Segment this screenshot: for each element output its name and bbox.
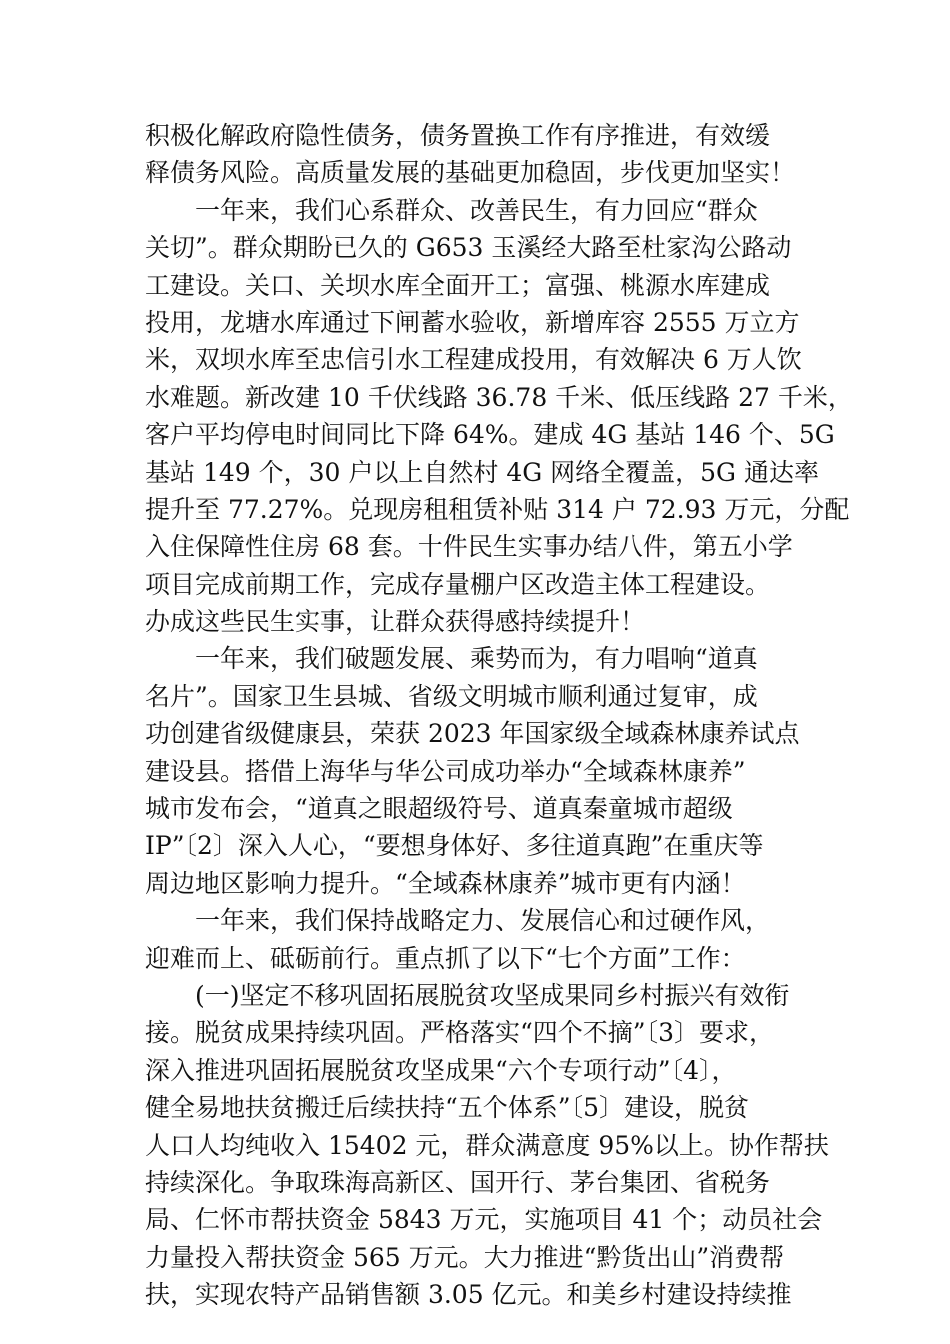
- paragraph-start-line: 一年来，我们心系群众、改善民生，有力回应“群众: [195, 195, 758, 225]
- text-line: IP”〔2〕深入人心，“要想身体好、多往道真跑”在重庆等: [145, 831, 764, 861]
- text-line: 工建设。关口、关坝水库全面开工；富强、桃源水库建成: [145, 270, 771, 300]
- text-line: 办成这些民生实事，让群众获得感持续提升！: [145, 607, 646, 637]
- text-line: 持续深化。争取珠海高新区、国开行、茅台集团、省税务: [145, 1167, 771, 1197]
- text-line: 迎难而上、砥砺前行。重点抓了以下“七个方面”工作：: [145, 943, 746, 973]
- text-line: 释债务风险。高质量发展的基础更加稳固，步伐更加坚实！: [145, 158, 796, 188]
- paragraph-start-line: (一)坚定不移巩固拓展脱贫攻坚成果同乡村振兴有效衔: [195, 980, 790, 1010]
- text-line: 扶，实现农特产品销售额 3.05 亿元。和美乡村建设持续推: [145, 1280, 792, 1310]
- text-line: 项目完成前期工作，完成存量棚户区改造主体工程建设。: [145, 569, 771, 599]
- text-line: 深入推进巩固拓展脱贫攻坚成果“六个专项行动”〔4〕，: [145, 1055, 737, 1085]
- body-text: [145, 117, 853, 1314]
- text-line: 入住保障性住房 68 套。十件民生实事办结八件，第五小学: [145, 532, 793, 562]
- text-line: 城市发布会，“道真之眼超级符号、道真秦童城市超级: [145, 794, 733, 824]
- text-line: 局、仁怀市帮扶资金 5843 万元，实施项目 41 个；动员社会: [145, 1205, 823, 1235]
- text-line: 功创建省级健康县，荣获 2023 年国家级全域森林康养试点: [145, 719, 800, 749]
- text-line: 米，双坝水库至忠信引水工程建成投用，有效解决 6 万人饮: [145, 345, 802, 375]
- text-line: 周边地区影响力提升。“全域森林康养”城市更有内涵！: [145, 868, 746, 898]
- paragraph-start-line: 一年来，我们破题发展、乘势而为，有力唱响“道真: [195, 644, 758, 674]
- text-line: 提升至 77.27%。兑现房租租赁补贴 314 户 72.93 万元，分配: [145, 494, 850, 524]
- text-line: 基站 149 个，30 户以上自然村 4G 网络全覆盖，5G 通达率: [145, 457, 819, 487]
- text-line: 名片”。国家卫生县城、省级文明城市顺利通过复审，成: [145, 681, 758, 711]
- text-line: 水难题。新改建 10 千伏线路 36.78 千米、低压线路 27 千米，: [145, 382, 853, 412]
- text-line: 建设县。搭借上海华与华公司成功举办“全域森林康养”: [145, 756, 746, 786]
- text-line: 客户平均停电时间同比下降 64%。建成 4G 基站 146 个、5G: [145, 420, 835, 450]
- text-line: 关切”。群众期盼已久的 G653 玉溪经大路至杜家沟公路动: [145, 233, 792, 263]
- text-line: 人口人均纯收入 15402 元，群众满意度 95%以上。协作帮扶: [145, 1130, 829, 1160]
- text-line: 投用，龙塘水库通过下闸蓄水验收，新增库容 2555 万立方: [145, 307, 800, 337]
- text-line: 健全易地扶贫搬迁后续扶持“五个体系”〔5〕建设，脱贫: [145, 1093, 749, 1123]
- text-line: 接。脱贫成果持续巩固。严格落实“四个不摘”〔3〕要求，: [145, 1018, 774, 1048]
- text-line: 积极化解政府隐性债务，债务置换工作有序推进，有效缓: [145, 121, 771, 150]
- paragraph-start-line: 一年来，我们保持战略定力、发展信心和过硬作风，: [195, 906, 771, 936]
- text-line: 力量投入帮扶资金 565 万元。大力推进“黔货出山”消费帮: [145, 1242, 785, 1272]
